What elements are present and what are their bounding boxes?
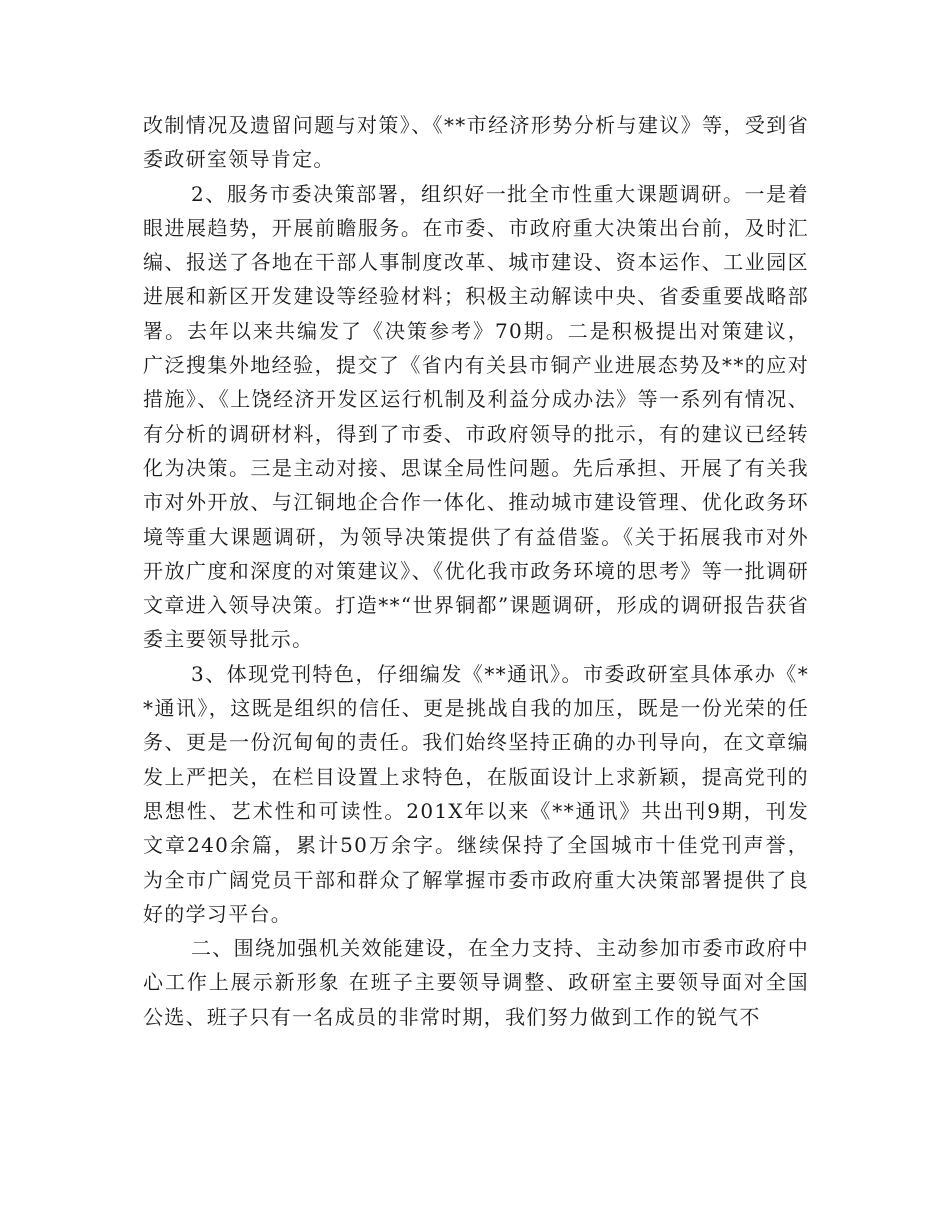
paragraph-continuation: 改制情况及遗留问题与对策》、《**市经济形势分析与建议》等，受到省委政研室领导肯定。 xyxy=(143,113,809,172)
paragraph-item-3: 3、体现党刊特色，仔细编发《**通讯》。市委政研室具体承办《**通讯》，这既是组织的信任、更是挑战自我的加压，既是一份光荣的任务、更是一份沉甸甸的责任。我们始终坚持正确的办刊导向，在文章编发上严把关，在栏目设置上求特色，在版面设计上求新颖，提高党刊的思想性、艺术性和可读性。201X年以来《**通讯》共出刊9期，刊发文章240余篇，累计50万余字。继续保持了全国城市十佳党刊声誉，为全市广阔党员干部和群众了解掌握市委市政府重大决策部署提供了良好的学习平台。 xyxy=(143,661,809,926)
document-body xyxy=(143,108,809,1034)
paragraph-section-2: 二、围绕加强机关效能建设，在全力支持、主动参加市委市政府中心工作上展示新形象 在班子主要领导调整、政研室主要领导面对全国公选、班子只有一名成员的非常时期，我们努力做到工作的锐气不 xyxy=(143,936,809,1029)
paragraph-item-2: 2、服务市委决策部署，组织好一批全市性重大课题调研。一是着眼进展趋势，开展前瞻服务。在市委、市政府重大决策出台前，及时汇编、报送了各地在干部人事制度改革、城市建设、资本运作、工业园区进展和新区开发建设等经验材料；积极主动解读中央、省委重要战略部署。去年以来共编发了《决策参考》70期。二是积极提出对策建议，广泛搜集外地经验，提交了《省内有关县市铜产业进展态势及**的应对措施》、《上饶经济开发区运行机制及利益分成办法》等一系列有情况、有分析的调研材料，得到了市委、市政府领导的批示，有的建议已经转化为决策。三是主动对接、思谋全局性问题。先后承担、开展了有关我市对外开放、与江铜地企合作一体化、推动城市建设管理、优化政务环境等重大课题调研，为领导决策提供了有益借鉴。《关于拓展我市对外开放广度和深度的对策建议》、《优化我市政务环境的思考》等一批调研文章进入领导决策。打造**“世界铜都”课题调研，形成的调研报告获省委主要领导批示。 xyxy=(143,181,809,652)
